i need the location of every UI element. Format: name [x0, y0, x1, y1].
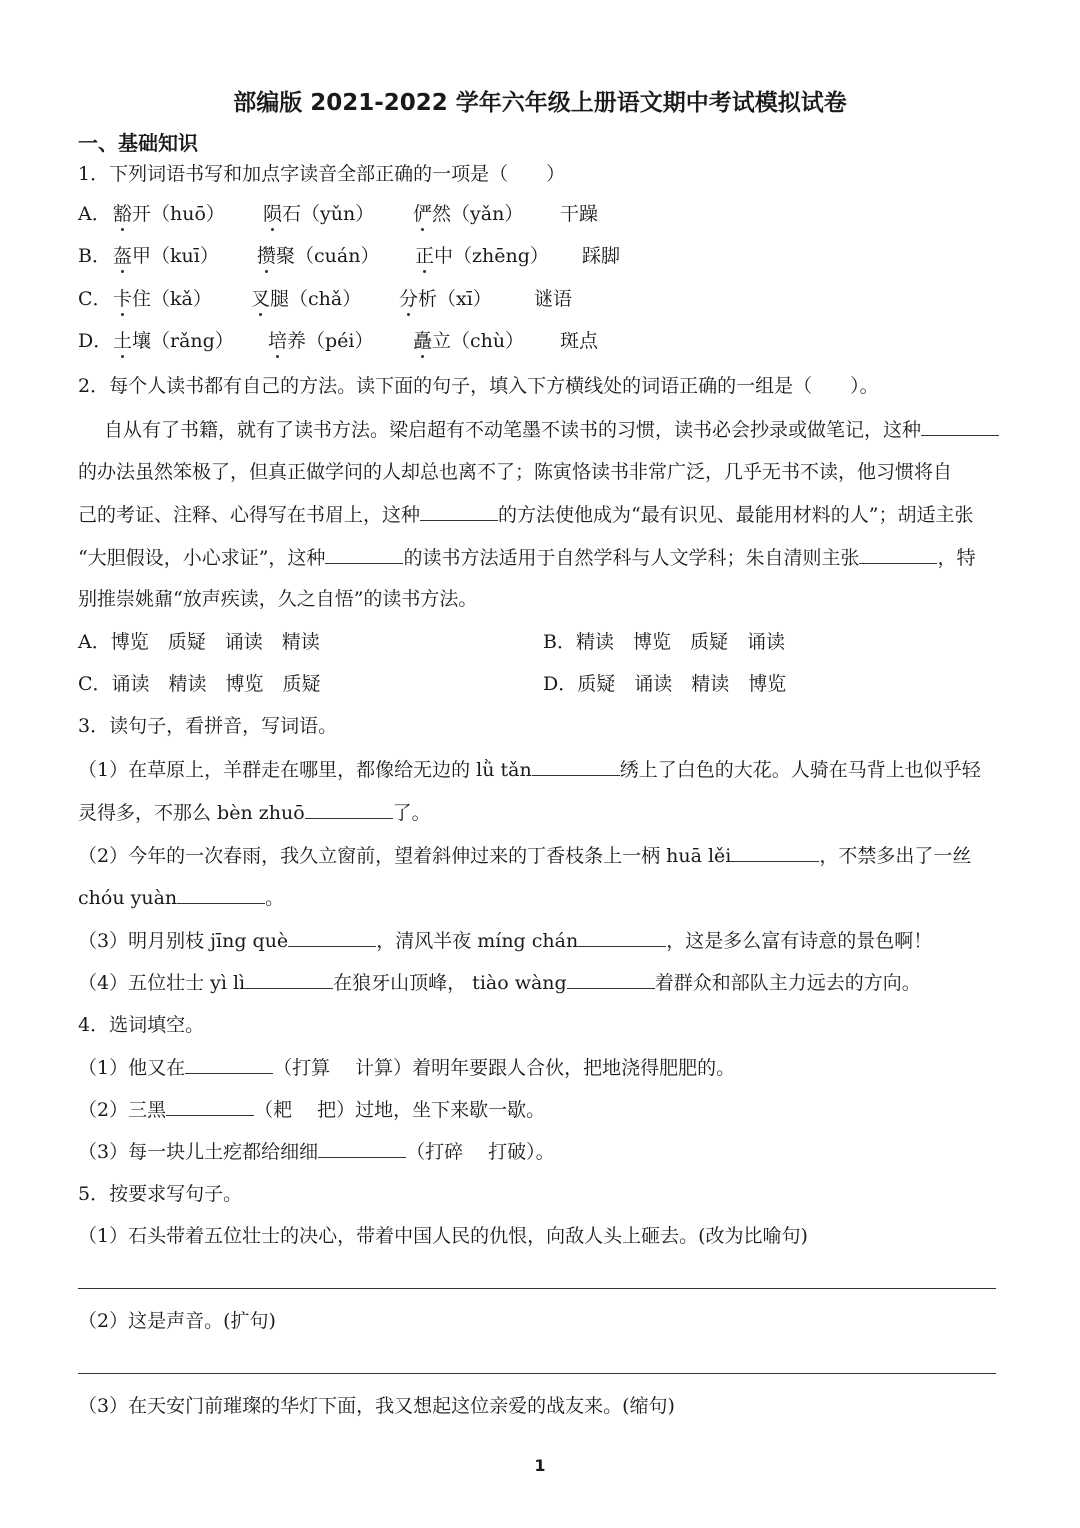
q2-option-c: C．诵读 精读 博览 质疑	[78, 673, 321, 695]
q1-stem: 1．下列词语书写和加点字读音全部正确的一项是（ ）	[78, 163, 566, 185]
q2-passage-line-3: 己的考证、注释、心得写在书眉上，这种 的方法使他成为“最有识见、最能用材料的人”；胡适主张	[78, 504, 974, 526]
q4-stem: 4．选词填空。	[78, 1014, 205, 1036]
q3-item-2-cont: chóu yuàn 。	[78, 887, 285, 909]
q4-item-1: （1）他又在 （打算 计算）着明年要跟人合伙，把地浇得肥肥的。	[78, 1057, 736, 1079]
q4-item-2: （2）三黑 （耙 把）过地，坐下来歇一歇。	[78, 1099, 546, 1121]
q2-option-a: A．博览 质疑 诵读 精读	[78, 631, 320, 653]
q3-item-2: （2）今年的一次春雨，我久立窗前，望着斜伸过来的丁香枝条上一柄 huā lěi ，不禁多出了一丝	[78, 845, 972, 867]
answer-blank[interactable]	[305, 800, 393, 819]
q2-passage-line-1: 自从有了书籍，就有了读书方法。梁启超有不动笔墨不读书的习惯，读书必会抄录或做笔记，这种	[104, 417, 999, 442]
page-number: 1	[534, 1456, 546, 1475]
page-title: 部编版 2021-2022 学年六年级上册语文期中考试模拟试卷	[233, 90, 847, 116]
q2-option-d: D．质疑 诵读 精读 博览	[543, 673, 787, 695]
answer-blank[interactable]	[731, 843, 819, 862]
answer-blank[interactable]	[245, 970, 333, 989]
answer-blank[interactable]	[288, 928, 376, 947]
q1-option-a: A． 豁开（huō） 陨石（yǔn） 俨然（yǎn） 干躁	[78, 203, 599, 225]
answer-blank[interactable]	[567, 970, 655, 989]
q3-stem: 3．读句子，看拼音，写词语。	[78, 715, 338, 737]
answer-line[interactable]	[78, 1373, 996, 1374]
q4-item-3: （3）每一块儿土疙都给细细 （打碎 打破）。	[78, 1141, 555, 1163]
answer-blank[interactable]	[532, 757, 620, 776]
q2-option-b: B．精读 博览 质疑 诵读	[543, 631, 785, 653]
q2-passage-line-2: 的办法虽然笨极了，但真正做学问的人却总也离不了；陈寅恪读书非常广泛，几乎无书不读，他习惯将自	[78, 461, 953, 483]
q3-item-4: （4）五位壮士 yì lì 在狼牙山顶峰， tiào wàng 着群众和部队主力远去的方向。	[78, 972, 921, 994]
answer-blank[interactable]	[859, 545, 937, 564]
q5-item-2: （2）这是声音。(扩句)	[78, 1310, 276, 1332]
answer-blank[interactable]	[166, 1097, 254, 1116]
q1-option-b: B． 盔甲（kuī） 攒聚（cuán） 正中（zhēng） 踩脚	[78, 245, 621, 267]
answer-blank[interactable]	[177, 885, 265, 904]
answer-blank[interactable]	[921, 417, 999, 436]
q5-item-1: （1）石头带着五位壮士的决心，带着中国人民的仇恨，向敌人头上砸去。(改为比喻句)	[78, 1225, 808, 1247]
q2-passage-line-4: “大胆假设，小心求证”，这种 的读书方法适用于自然学科与人文学科；朱自清则主张 ，特	[78, 547, 976, 569]
answer-blank[interactable]	[420, 502, 498, 521]
answer-blank[interactable]	[185, 1055, 273, 1074]
answer-blank[interactable]	[578, 928, 666, 947]
q3-item-1: （1）在草原上，羊群走在哪里，都像给无边的 lǜ tǎn 绣上了白色的大花。人骑在马背上也似乎轻	[78, 759, 981, 781]
answer-line[interactable]	[78, 1288, 996, 1289]
answer-blank[interactable]	[325, 545, 403, 564]
answer-blank[interactable]	[318, 1139, 406, 1158]
q5-stem: 5．按要求写句子。	[78, 1183, 243, 1205]
q3-item-3: （3）明月别枝 jīng què ，清风半夜 míng chán ，这是多么富有诗意的景色啊！	[78, 930, 933, 952]
q5-item-3: （3）在天安门前璀璨的华灯下面，我又想起这位亲爱的战友来。(缩句)	[78, 1395, 675, 1417]
section-heading: 一、基础知识	[78, 131, 198, 155]
q1-option-c: C．卡住（kǎ） 叉腿（chǎ） 分析（xī） 谜语	[78, 288, 573, 310]
q2-passage-line-5: 别推崇姚鼐“放声疾读，久之自悟”的读书方法。	[78, 588, 478, 610]
q1-option-d: D．土壤（rǎng） 培养（péi） 矗立（chù） 斑点	[78, 330, 599, 352]
q3-item-1-cont: 灵得多，不那么 bèn zhuō 了。	[78, 802, 431, 824]
q2-stem: 2．每个人读书都有自己的方法。读下面的句子，填入下方横线处的词语正确的一组是（ ）。	[78, 375, 879, 397]
